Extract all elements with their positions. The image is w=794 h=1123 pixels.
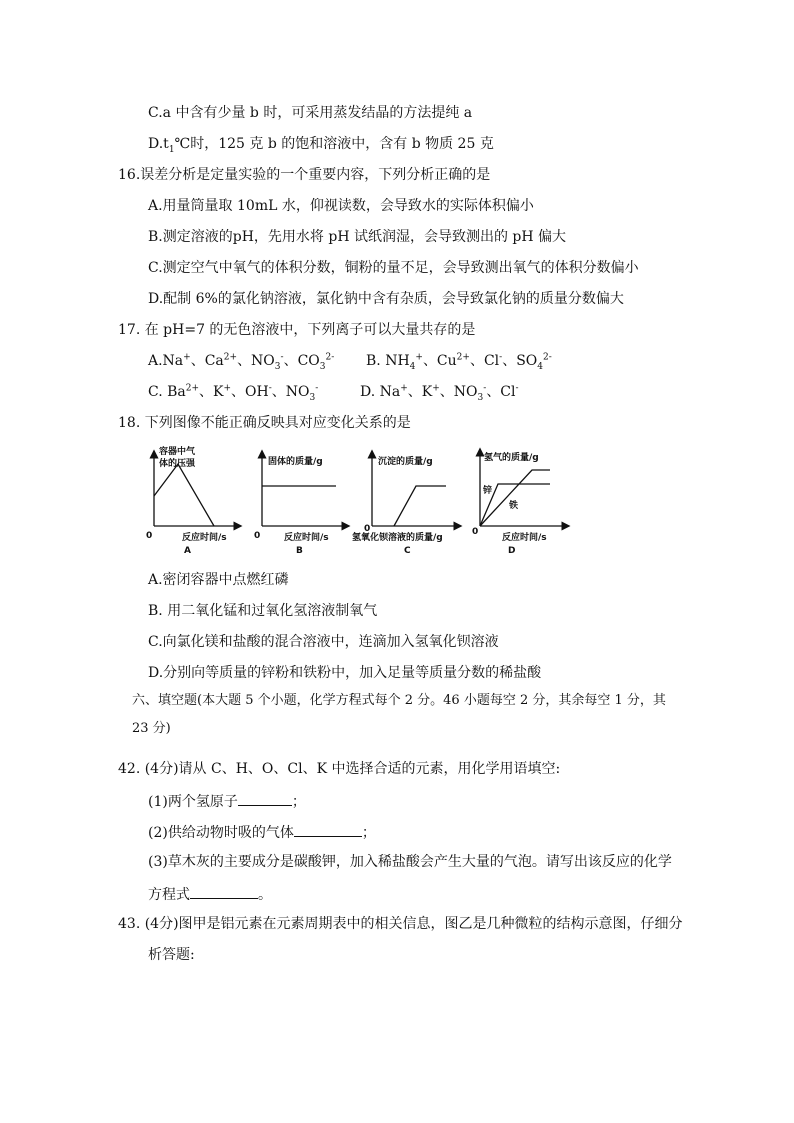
graph-a bbox=[146, 445, 240, 556]
graph-d-letter: D bbox=[508, 546, 516, 556]
graph-b-xlabel: 反应时间/s bbox=[284, 533, 329, 543]
graph-d-ylabel: 氢气的质量/g bbox=[484, 453, 539, 463]
graph-c-letter: C bbox=[404, 546, 411, 556]
q16-stem: 16.误差分析是定量实验的一个重要内容，下列分析正确的是 bbox=[118, 167, 491, 183]
graph-d-iron-label: 铁 bbox=[509, 501, 519, 511]
q15-option-d-pre: D.t bbox=[148, 136, 169, 152]
graph-a-xlabel: 反应时间/s bbox=[182, 533, 227, 543]
graph-c-curve bbox=[394, 486, 446, 526]
q42-part3-line1: (3)草木灰的主要成分是碳酸钾，加入稀盐酸会产生大量的气泡。请写出该反应的化学 bbox=[148, 854, 672, 870]
graph-d-iron-line bbox=[480, 470, 550, 526]
q17-option-a: A.Na+、$Ca^{2+}$、$NO_3^-$、$CO_3^{2-}$ bbox=[148, 352, 335, 372]
graph-a-origin: 0 bbox=[146, 531, 153, 541]
q18-option-c: C.向氯化镁和盐酸的混合溶液中，连滴加入氢氧化钡溶液 bbox=[148, 634, 499, 650]
q17-option-b: B. $NH_4^+$、$Cu^{2+}$、Cl-、$SO_4^{2-}$ bbox=[366, 352, 552, 372]
graph-d-origin: 0 bbox=[472, 527, 479, 537]
q42-part1-blank[interactable] bbox=[238, 791, 292, 806]
q43-stem-line2: 析答题: bbox=[148, 947, 195, 963]
q16-option-a: A.用量筒量取 10mL 水，仰视读数，会导致水的实际体积偏小 bbox=[148, 198, 534, 214]
q42-part3-text: 方程式 bbox=[148, 887, 190, 903]
graph-d bbox=[472, 450, 568, 556]
q42-part2-text: (2)供给动物时吸的气体 bbox=[148, 825, 294, 841]
q18-option-a: A.密闭容器中点燃红磷 bbox=[148, 572, 289, 588]
graph-c-xlabel: 氢氧化钡溶液的质量/g bbox=[352, 533, 443, 543]
graph-a-letter: A bbox=[184, 546, 191, 556]
graph-a-curve bbox=[154, 464, 214, 526]
q42-part1-text: (1)两个氢原子 bbox=[148, 794, 238, 810]
q15-option-d-sub: 1 bbox=[168, 144, 175, 155]
q15-option-d-post: ℃时，125 克 b 的饱和溶液中，含有 b 物质 25 克 bbox=[174, 136, 494, 152]
q42-part3-end: 。 bbox=[258, 887, 272, 903]
graph-d-xlabel: 反应时间/s bbox=[502, 533, 547, 543]
q42-part1-end: ； bbox=[291, 794, 306, 810]
q42-part1 bbox=[148, 791, 306, 811]
graph-c-origin: 0 bbox=[364, 524, 371, 534]
q18-graphs bbox=[140, 440, 580, 560]
q42-part3-blank[interactable] bbox=[190, 884, 258, 899]
q42-stem: 42. (4分)请从 C、H、O、Cl、K 中选择合适的元素，用化学用语填空: bbox=[118, 761, 561, 777]
graph-b-letter: B bbox=[296, 546, 303, 556]
graph-b-origin: 0 bbox=[254, 531, 261, 541]
graph-a-ylabel-2: 体的压强 bbox=[159, 459, 196, 469]
q42-part3-line2 bbox=[148, 884, 272, 904]
q42-part2 bbox=[148, 822, 376, 842]
q17-stem: 17. 在 pH=7 的无色溶液中，下列离子可以大量共存的是 bbox=[118, 322, 476, 338]
q15-option-d bbox=[148, 135, 494, 153]
q15-option-c: C.a 中含有少量 b 时，可采用蒸发结晶的方法提纯 a bbox=[148, 105, 473, 121]
graph-b-ylabel: 固体的质量/g bbox=[268, 457, 323, 467]
graph-c-ylabel: 沉淀的质量/g bbox=[378, 457, 433, 467]
q18-stem: 18. 下列图像不能正确反映具对应变化关系的是 bbox=[118, 415, 411, 431]
section6-heading-line1: 六、填空题(本大题 5 个小题，化学方程式每个 2 分。46 小题每空 2 分，其余每空 1 分，其 bbox=[132, 693, 666, 708]
graph-d-zinc-label: 锌 bbox=[483, 486, 493, 496]
q42-part2-blank[interactable] bbox=[294, 822, 362, 837]
q43-stem: 43. (4分)图甲是铝元素在元素周期表中的相关信息，图乙是几种微粒的结构示意图，仔细分 bbox=[118, 916, 683, 932]
graph-a-ylabel-1: 容器中气 bbox=[159, 447, 196, 457]
q16-option-b: B.测定溶液的pH，先用水将 pH 试纸润湿，会导致测出的 pH 偏大 bbox=[148, 229, 567, 245]
graph-c bbox=[352, 452, 460, 556]
q17-option-c: C. $Ba^{2+}$、K+、OH-、$NO_3^-$ bbox=[148, 383, 319, 403]
q16-option-d: D.配制 6%的氯化钠溶液，氯化钠中含有杂质，会导致氯化钠的质量分数偏大 bbox=[148, 291, 624, 307]
q17-option-d: D. Na+、K+、$NO_3^-$、Cl- bbox=[360, 383, 519, 403]
q18-option-d: D.分别向等质量的锌粉和铁粉中，加入足量等质量分数的稀盐酸 bbox=[148, 665, 542, 681]
q18-option-b: B. 用二氧化锰和过氧化氢溶液制氧气 bbox=[148, 603, 378, 619]
section6-heading-line2: 23 分) bbox=[132, 721, 171, 736]
q42-part2-end: ； bbox=[361, 825, 376, 841]
graph-b bbox=[254, 452, 348, 556]
q16-option-c: C.测定空气中氧气的体积分数，铜粉的量不足，会导致测出氧气的体积分数偏小 bbox=[148, 260, 639, 276]
